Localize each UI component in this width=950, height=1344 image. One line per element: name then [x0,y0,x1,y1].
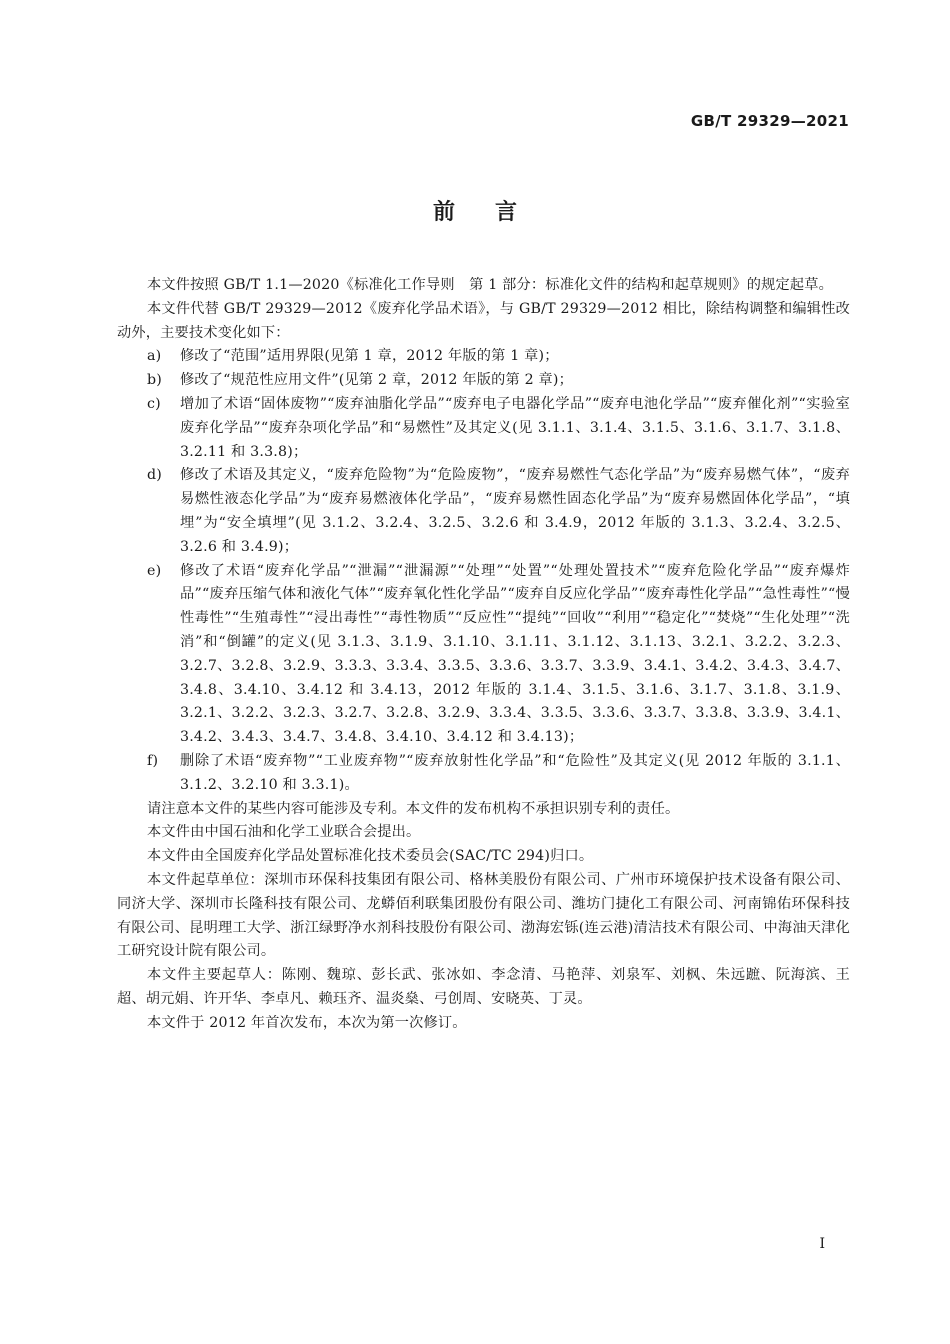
list-item [117,464,850,559]
list-marker: c) [147,395,161,412]
list-item-text: 修改了“规范性应用文件”(见第 2 章，2012 年版的第 2 章)； [180,372,574,389]
paragraph: 本文件主要起草人：陈刚、魏琼、彭长武、张冰如、李念清、马艳萍、刘泉军、刘枫、朱远蹠、阮海滨、王超、胡元娟、许开华、李卓凡、赖珏齐、温炎燊、弓创周、安晓英、丁灵。 [117,967,850,1007]
list-item-text: 增加了术语“固体废物”“废弃油脂化学品”“废弃电子电器化学品”“废弃电池化学品”“废弃催化剂”“实验室废弃化学品”“废弃杂项化学品”和“易燃性”及其定义(见 3.1.1、3.1.4、3.1.5、3.1.6、3.1.7、3.1.8、3.2.11 和 3.3.8)； [180,395,850,460]
list-item-text: 删除了术语“废弃物”“工业废弃物”“废弃放射性化学品”和“危险性”及其定义(见 2012 年版的 3.1.1、3.1.2、3.2.10 和 3.3.1)。 [180,752,850,793]
paragraph: 本文件由全国废弃化学品处置标准化技术委员会(SAC/TC 294)归口。 [147,848,594,865]
list-marker: f) [147,752,159,769]
standard-number: GB/T 29329—2021 [690,112,849,130]
list-item-text: 修改了术语及其定义，“废弃危险物”为“危险废物”，“废弃易燃性气态化学品”为“废弃易燃气体”，“废弃易燃性液态化学品”为“废弃易燃液体化学品”，“废弃易燃性固态化学品”为“废弃易燃固体化学品”，“填埋”为“安全填埋”(见 3.1.2、3.2.4、3.2.5、3.2.6 和 3.4.9，2012 年版的 3.1.3、3.2.4、3.2.5、3.2.6 和 3.4.9)； [180,467,850,555]
paragraph: 本文件于 2012 年首次发布，本次为第一次修订。 [147,1014,467,1031]
page-title: 前言 [432,200,557,225]
paragraph: 本文件按照 GB/T 1.1—2020《标准化工作导则 第 1 部分：标准化文件的结构和起草规则》的规定起草。 [147,277,834,293]
list-marker: a) [147,348,162,365]
list-marker: e) [147,562,162,579]
list-marker: b) [147,372,163,389]
list-item [117,750,850,798]
paragraph: 请注意本文件的某些内容可能涉及专利。本文件的发布机构不承担识别专利的责任。 [147,800,680,817]
paragraph: 本文件代替 GB/T 29329—2012《废弃化学品术语》，与 GB/T 29329—2012 相比，除结构调整和编辑性改动外，主要技术变化如下： [117,300,850,341]
page-number: I [819,1236,825,1252]
list-item-text: 修改了“范围”适用界限(见第 1 章，2012 年版的第 1 章)； [180,348,559,365]
paragraph: 本文件由中国石油和化学工业联合会提出。 [147,824,421,841]
paragraph: 本文件起草单位：深圳市环保科技集团有限公司、格林美股份有限公司、广州市环境保护技术设备有限公司、同济大学、深圳市长隆科技有限公司、龙蟒佰利联集团股份有限公司、潍坊门捷化工有限公司、河南锦佑环保科技有限公司、昆明理工大学、浙江绿野净水剂科技股份有限公司、渤海宏铄(连云港)清洁技术有限公司、中海油天津化工研究设计院有限公司。 [117,871,850,960]
list-marker: d) [147,467,163,484]
preface-body [117,274,850,1036]
list-item [117,369,850,393]
list-item [117,560,850,750]
list-item-text: 修改了术语“废弃化学品”“泄漏”“泄漏源”“处理”“处置”“处理处置技术”“废弃危险化学品”“废弃爆炸品”“废弃压缩气体和液化气体”“废弃氧化性化学品”“废弃自反应化学品”“废弃毒性化学品”“急性毒性”“慢性毒性”“生殖毒性”“浸出毒性”“毒性物质”“反应性”“提纯”“回收”“利用”“稳定化”“焚烧”“生化处理”“洗消”和“倒罐”的定义(见 3.1.3、3.1.9、3.1.10、3.1.11、3.1.12、3.1.13、3.2.1、3.2.2、3.2.3、3.2.7、3.2.8、3.2.9、3.3.3、3.3.4、3.3.5、3.3.6、3.3.7、3.3.9、3.4.1、3.4.2、3.4.3、3.4.7、3.4.8、3.4.10、3.4.12 和 3.4.13，2012 年版的 3.1.4、3.1.5、3.1.6、3.1.7、3.1.8、3.1.9、3.2.1、3.2.2、3.2.3、3.2.7、3.2.8、3.2.9、3.3.4、3.3.5、3.3.6、3.3.7、3.3.8、3.3.9、3.4.1、3.4.2、3.4.3、3.4.7、3.4.8、3.4.10、3.4.12 和 3.4.13)； [180,562,850,746]
list-item [117,393,850,464]
list-item [117,345,850,369]
